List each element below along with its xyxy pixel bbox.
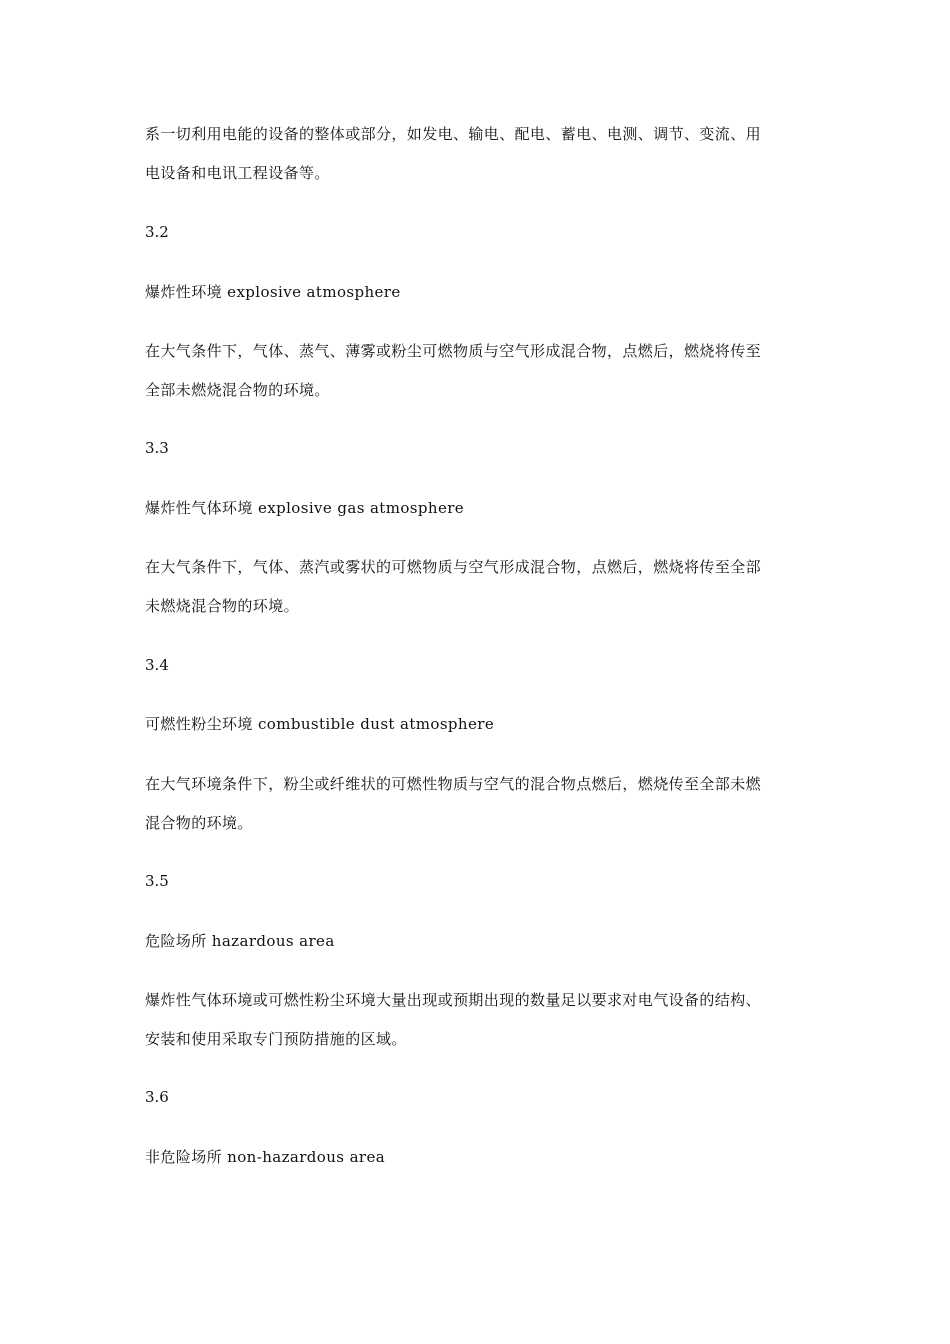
section-number: 3.3 bbox=[145, 439, 169, 457]
section-number: 3.5 bbox=[145, 872, 169, 890]
section-number: 3.4 bbox=[145, 656, 169, 674]
term-heading: 可燃性粉尘环境 combustible dust atmosphere bbox=[145, 715, 495, 733]
definition-line-2: 全部未燃烧混合物的环境。 bbox=[145, 381, 330, 399]
definition-line-2: 安装和使用采取专门预防措施的区域。 bbox=[145, 1030, 407, 1048]
term-heading: 危险场所 hazardous area bbox=[145, 932, 335, 950]
term-heading: 爆炸性气体环境 explosive gas atmosphere bbox=[145, 499, 465, 517]
definition-line-1: 在大气条件下，气体、蒸气、薄雾或粉尘可燃物质与空气形成混合物，点燃后，燃烧将传至 bbox=[145, 342, 762, 360]
definition-line-2: 混合物的环境。 bbox=[145, 814, 253, 832]
definition-line-1: 在大气条件下，气体、蒸汽或雾状的可燃物质与空气形成混合物，点燃后，燃烧将传至全部 bbox=[145, 558, 762, 576]
term-heading: 爆炸性环境 explosive atmosphere bbox=[145, 283, 401, 301]
definition-line-2: 未燃烧混合物的环境。 bbox=[145, 597, 300, 615]
section-number: 3.2 bbox=[145, 223, 169, 241]
definition-line-1: 在大气环境条件下，粉尘或纤维状的可燃性物质与空气的混合物点燃后，燃烧传至全部未燃 bbox=[145, 775, 762, 793]
definition-line-1: 爆炸性气体环境或可燃性粉尘环境大量出现或预期出现的数量足以要求对电气设备的结构、 bbox=[145, 991, 762, 1009]
intro-text-line-2: 电设备和电讯工程设备等。 bbox=[145, 164, 330, 182]
intro-text-line-1: 系一切利用电能的设备的整体或部分，如发电、输电、配电、蓄电、电测、调节、变流、用 bbox=[145, 125, 762, 143]
section-number: 3.6 bbox=[145, 1088, 169, 1106]
term-heading: 非危险场所 non-hazardous area bbox=[145, 1148, 386, 1166]
